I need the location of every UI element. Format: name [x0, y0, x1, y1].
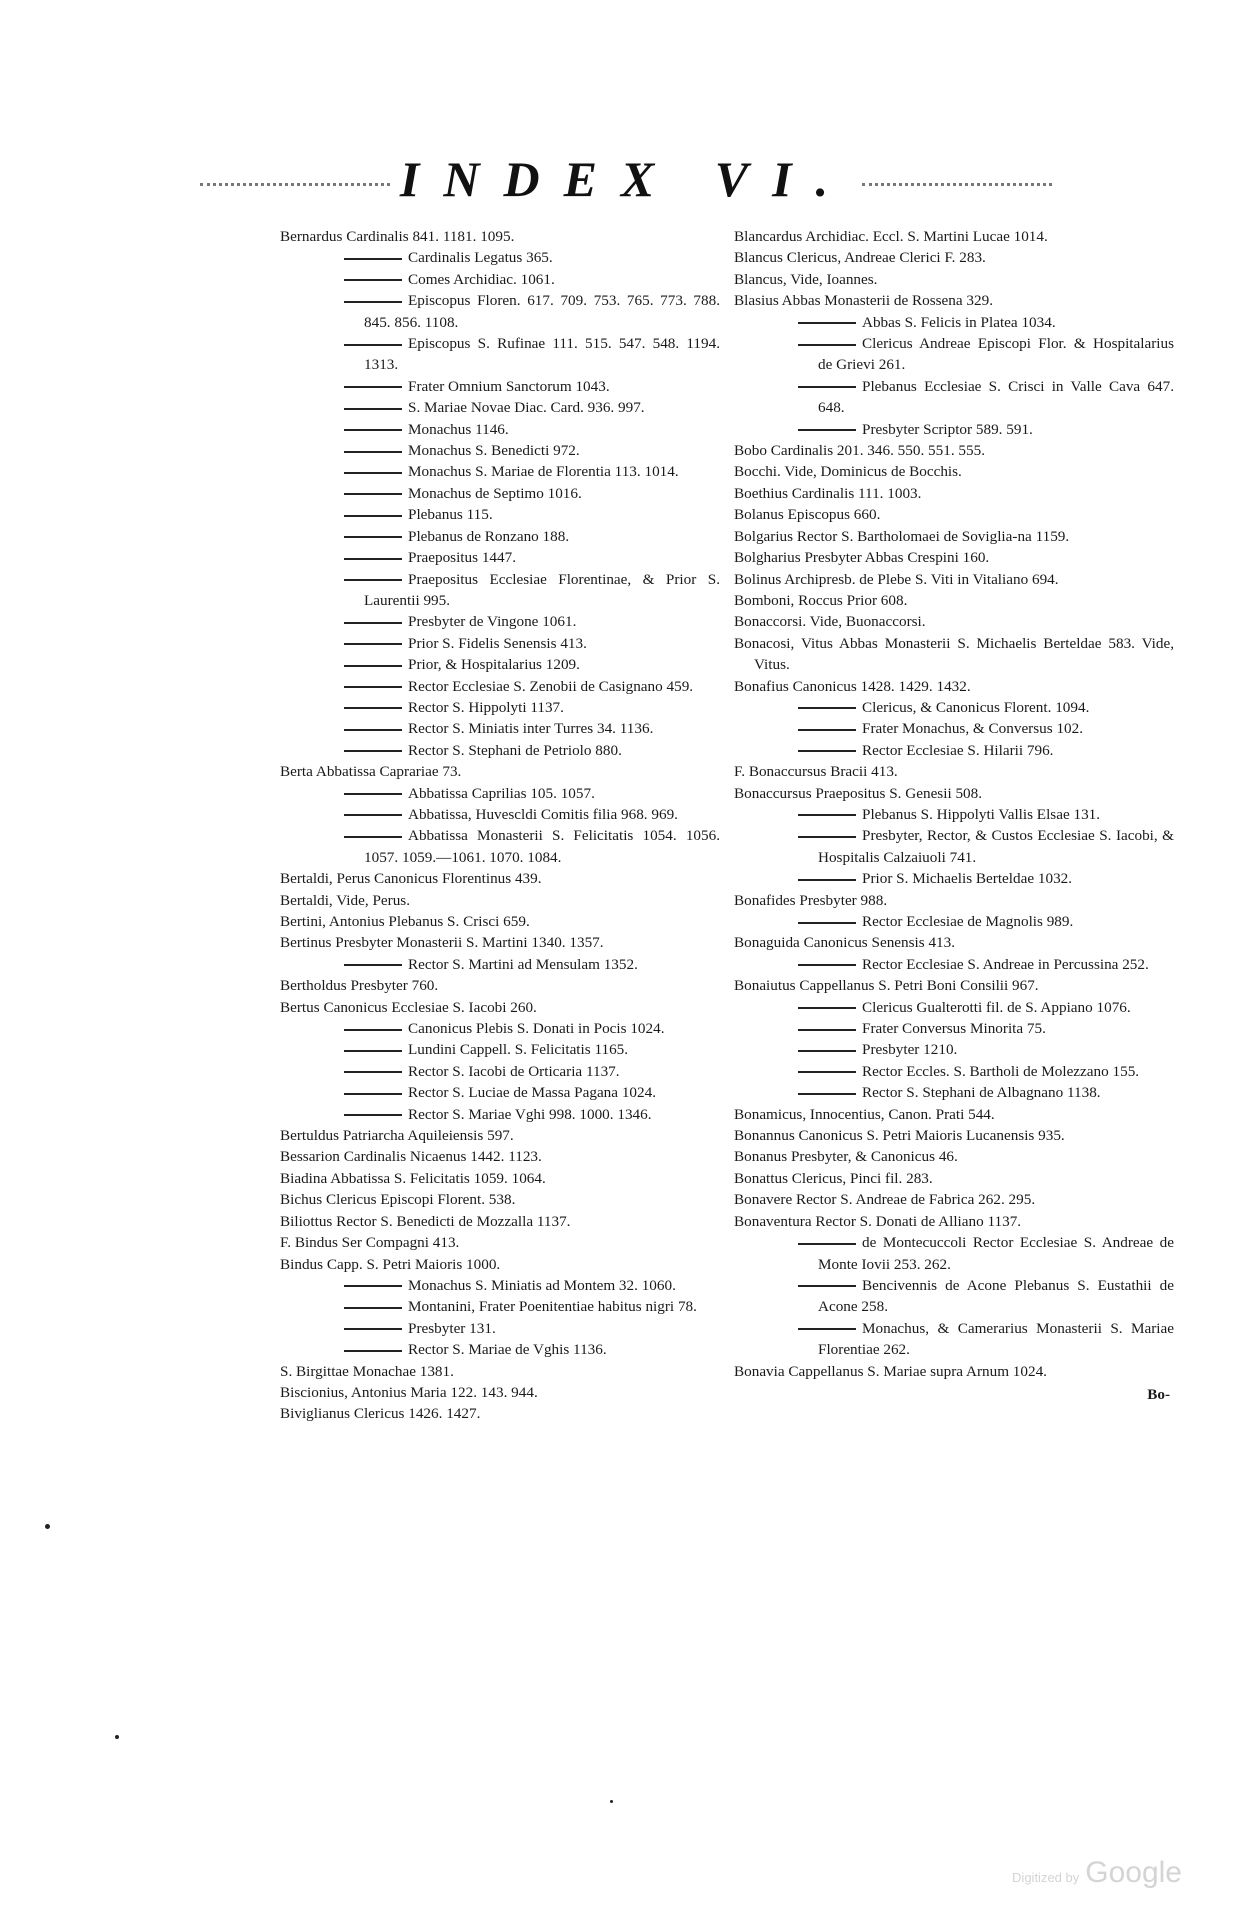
catchword: Bo- — [1147, 1385, 1170, 1403]
index-subentry — [280, 1339, 720, 1360]
index-entry — [734, 633, 1174, 676]
index-entry — [734, 247, 1174, 268]
entry-text: Bolgarius Rector S. Bartholomaei de Soviglia-na 1159. — [734, 527, 1070, 545]
entry-text: Frater Conversus Minorita 75. — [862, 1020, 1046, 1038]
index-entry — [280, 997, 720, 1018]
index-subentry — [280, 654, 720, 675]
digitization-watermark — [1012, 1856, 1182, 1890]
entry-text: Rector S. Stephani de Albagnano 1138. — [862, 1084, 1101, 1102]
entry-text: Bolinus Archipresb. de Plebe S. Viti in Vitaliano 694. — [734, 570, 1059, 588]
index-entry — [734, 1211, 1174, 1232]
entry-text: Presbyter 131. — [408, 1319, 496, 1337]
entry-text: Episcopus S. Rufinae 111. 515. 547. 548. 1194. 1313. — [364, 335, 720, 374]
index-entry — [734, 1125, 1174, 1146]
entry-text: Bonattus Clericus, Pinci fil. 283. — [734, 1169, 933, 1187]
entry-text: Bencivennis de Acone Plebanus S. Eustathii de Acone 258. — [818, 1276, 1174, 1316]
index-subentry — [734, 825, 1174, 868]
repeat-dash — [344, 1328, 402, 1330]
index-entry — [734, 975, 1174, 996]
entry-text: Boethius Cardinalis 111. 1003. — [734, 484, 922, 502]
index-subentry — [280, 461, 720, 482]
index-subentry — [280, 483, 720, 504]
entry-text: Blancardus Archidiac. Eccl. S. Martini Lucae 1014. — [734, 228, 1048, 245]
repeat-dash — [344, 536, 402, 538]
entry-text: Bessarion Cardinalis Nicaenus 1442. 1123. — [280, 1148, 542, 1166]
entry-text: Blasius Abbas Monasterii de Rossena 329. — [734, 292, 994, 310]
index-entry — [734, 569, 1174, 590]
entry-text: Monachus 1146. — [408, 420, 509, 438]
index-subentry — [280, 440, 720, 461]
index-subentry — [280, 718, 720, 739]
entry-text: Bindus Capp. S. Petri Maioris 1000. — [280, 1255, 501, 1273]
index-subentry — [280, 397, 720, 418]
entry-text: Bobo Cardinalis 201. 346. 550. 551. 555. — [734, 442, 986, 460]
entry-text: Bonafius Canonicus 1428. 1429. 1432. — [734, 677, 971, 695]
repeat-dash — [798, 879, 856, 881]
entry-text: de Montecuccoli Rector Ecclesiae S. Andreae de Monte Iovii 253. 262. — [818, 1234, 1174, 1273]
index-entry — [734, 269, 1174, 290]
index-subentry — [280, 290, 720, 333]
entry-text: Presbyter 1210. — [862, 1041, 958, 1059]
entry-text: Clericus, & Canonicus Florent. 1094. — [862, 698, 1090, 716]
index-entry — [280, 911, 720, 932]
repeat-dash — [344, 429, 402, 431]
page-heading — [0, 150, 1252, 208]
repeat-dash — [798, 344, 856, 346]
repeat-dash — [344, 707, 402, 709]
entry-text: Bocchi. Vide, Dominicus de Bocchis. — [734, 463, 962, 481]
repeat-dash — [344, 493, 402, 495]
scan-speck — [45, 1524, 50, 1529]
repeat-dash — [798, 429, 856, 431]
index-entry — [280, 761, 720, 782]
index-entry — [280, 975, 720, 996]
index-subentry — [734, 1039, 1174, 1060]
index-entry — [734, 932, 1174, 953]
entry-text: Clericus Andreae Episcopi Flor. & Hospitalarius de Grievi 261. — [818, 335, 1174, 374]
repeat-dash — [344, 258, 402, 260]
heading-left-rule — [200, 183, 390, 186]
entry-text: Rector S. Mariae de Vghis 1136. — [408, 1341, 607, 1359]
index-subentry — [734, 1318, 1174, 1361]
entry-text: Abbatissa Caprilias 105. 1057. — [408, 784, 595, 802]
entry-text: Rector S. Hippolyti 1137. — [408, 698, 564, 716]
entry-text: Rector S. Iacobi de Orticaria 1137. — [408, 1062, 620, 1080]
entry-text: Plebanus Ecclesiae S. Crisci in Valle Cava 647. 648. — [818, 377, 1174, 417]
index-subentry — [734, 868, 1174, 889]
repeat-dash — [344, 836, 402, 838]
index-subentry — [280, 376, 720, 397]
index-entry — [734, 1189, 1174, 1210]
entry-text: Frater Monachus, & Conversus 102. — [862, 720, 1084, 738]
entry-text: Rector Ecclesiae S. Hilarii 796. — [862, 741, 1054, 759]
entry-text: Bonafides Presbyter 988. — [734, 891, 888, 909]
entry-text: Rector S. Stephani de Petriolo 880. — [408, 741, 622, 759]
repeat-dash — [344, 1350, 402, 1352]
repeat-dash — [344, 643, 402, 645]
index-entry — [734, 504, 1174, 525]
index-subentry — [734, 312, 1174, 333]
entry-text: Abbatissa Monasterii S. Felicitatis 1054. 1056. 1057. 1059.—1061. 1070. 1084. — [364, 827, 720, 866]
index-subentry — [734, 333, 1174, 376]
entry-text: Monachus S. Mariae de Florentia 113. 1014. — [408, 463, 679, 481]
entry-text: Rector S. Mariae Vghi 998. 1000. 1346. — [408, 1105, 652, 1123]
entry-text: Presbyter, Rector, & Custos Ecclesiae S. Iacobi, & Hospitalis Calzaiuoli 741. — [818, 827, 1174, 866]
entry-text: Rector S. Martini ad Mensulam 1352. — [408, 955, 638, 973]
index-column-right — [734, 226, 1174, 1405]
entry-text: Presbyter de Vingone 1061. — [408, 613, 577, 631]
repeat-dash — [798, 1328, 856, 1330]
heading-title: INDEX VI. — [399, 151, 853, 207]
index-entry — [734, 290, 1174, 311]
index-subentry — [280, 783, 720, 804]
index-entry — [280, 226, 720, 247]
entry-text: Rector Ecclesiae S. Zenobii de Casignano 459. — [408, 677, 694, 695]
index-subentry — [280, 269, 720, 290]
index-subentry — [280, 1104, 720, 1125]
entry-text: Cardinalis Legatus 365. — [408, 249, 553, 267]
index-subentry — [280, 825, 720, 868]
index-subentry — [280, 333, 720, 376]
entry-text: Bomboni, Roccus Prior 608. — [734, 591, 908, 609]
entry-text: Bonaccorsi. Vide, Buonaccorsi. — [734, 613, 926, 631]
index-subentry — [734, 1275, 1174, 1318]
index-entry — [280, 1146, 720, 1167]
entry-text: Episcopus Floren. 617. 709. 753. 765. 773. 788. 845. 856. 1108. — [364, 292, 720, 331]
repeat-dash — [344, 579, 402, 581]
entry-text: Biadina Abbatissa S. Felicitatis 1059. 1064. — [280, 1169, 546, 1187]
index-subentry — [280, 697, 720, 718]
repeat-dash — [344, 1093, 402, 1095]
repeat-dash — [798, 386, 856, 388]
repeat-dash — [344, 729, 402, 731]
index-entry — [734, 440, 1174, 461]
repeat-dash — [344, 665, 402, 667]
index-subentry — [734, 740, 1174, 761]
entry-text: Montanini, Frater Poenitentiae habitus nigri 78. — [408, 1298, 697, 1316]
repeat-dash — [344, 814, 402, 816]
index-subentry — [280, 1039, 720, 1060]
entry-text: Prior S. Michaelis Berteldae 1032. — [862, 870, 1073, 888]
index-subentry — [280, 247, 720, 268]
watermark-prefix: Digitized by — [1012, 1870, 1080, 1885]
entry-text: Prior S. Fidelis Senensis 413. — [408, 634, 587, 652]
heading-right-rule — [862, 183, 1052, 186]
repeat-dash — [344, 472, 402, 474]
entry-text: Bertuldus Patriarcha Aquileiensis 597. — [280, 1127, 514, 1145]
index-entry — [734, 1104, 1174, 1125]
repeat-dash — [344, 408, 402, 410]
entry-text: Biliottus Rector S. Benedicti de Mozzalla 1137. — [280, 1212, 571, 1230]
repeat-dash — [344, 1307, 402, 1309]
index-subentry — [734, 804, 1174, 825]
entry-text: Canonicus Plebis S. Donati in Pocis 1024. — [408, 1020, 665, 1038]
entry-text: Bonacosi, Vitus Abbas Monasterii S. Michaelis Berteldae 583. Vide, Vitus. — [734, 634, 1174, 674]
index-entry — [734, 526, 1174, 547]
index-subentry — [734, 697, 1174, 718]
entry-text: S. Birgittae Monachae 1381. — [280, 1362, 454, 1380]
entry-text: Praepositus 1447. — [408, 549, 516, 567]
index-entry — [734, 890, 1174, 911]
entry-text: Monachus S. Benedicti 972. — [408, 442, 580, 460]
watermark-brand: Google — [1085, 1856, 1182, 1889]
repeat-dash — [798, 814, 856, 816]
repeat-dash — [798, 1029, 856, 1031]
entry-text: Bonaguida Canonicus Senensis 413. — [734, 934, 956, 952]
entry-text: Rector S. Miniatis inter Turres 34. 1136. — [408, 720, 654, 738]
repeat-dash — [344, 793, 402, 795]
scan-speck — [115, 1735, 119, 1739]
index-entry — [734, 676, 1174, 697]
repeat-dash — [344, 301, 402, 303]
index-subentry — [280, 1061, 720, 1082]
index-entry — [280, 1168, 720, 1189]
entry-text: Bonaiutus Cappellanus S. Petri Boni Consilii 967. — [734, 977, 1039, 995]
index-subentry — [280, 804, 720, 825]
repeat-dash — [344, 558, 402, 560]
repeat-dash — [798, 1071, 856, 1073]
index-entry — [734, 1168, 1174, 1189]
index-subentry — [734, 997, 1174, 1018]
index-subentry — [734, 954, 1174, 975]
entry-text: Bichus Clericus Episcopi Florent. 538. — [280, 1191, 516, 1209]
index-entry — [734, 611, 1174, 632]
entry-text: Comes Archidiac. 1061. — [408, 270, 555, 288]
entry-text: S. Mariae Novae Diac. Card. 936. 997. — [408, 399, 645, 417]
index-entry — [280, 1403, 720, 1424]
index-entry — [280, 1254, 720, 1275]
index-subentry — [734, 376, 1174, 419]
repeat-dash — [798, 1093, 856, 1095]
scan-speck — [610, 1800, 613, 1803]
index-subentry — [280, 547, 720, 568]
index-entry — [280, 1189, 720, 1210]
index-subentry — [280, 1018, 720, 1039]
repeat-dash — [798, 1285, 856, 1287]
repeat-dash — [344, 1050, 402, 1052]
index-entry — [734, 547, 1174, 568]
repeat-dash — [798, 750, 856, 752]
repeat-dash — [344, 1029, 402, 1031]
entry-text: F. Bonaccursus Bracii 413. — [734, 763, 898, 781]
index-subentry — [280, 1275, 720, 1296]
repeat-dash — [344, 1285, 402, 1287]
repeat-dash — [798, 964, 856, 966]
entry-text: Bertaldi, Perus Canonicus Florentinus 439. — [280, 870, 542, 888]
entry-text: Bertaldi, Vide, Perus. — [280, 891, 410, 909]
index-subentry — [280, 504, 720, 525]
index-entry — [734, 1146, 1174, 1167]
index-entry — [734, 1361, 1174, 1382]
entry-text: Bonannus Canonicus S. Petri Maioris Lucanensis 935. — [734, 1127, 1065, 1145]
index-subentry — [734, 1061, 1174, 1082]
entry-text: Bertini, Antonius Plebanus S. Crisci 659. — [280, 913, 530, 930]
entry-text: Rector S. Luciae de Massa Pagana 1024. — [408, 1084, 656, 1102]
repeat-dash — [798, 1050, 856, 1052]
index-subentry — [280, 740, 720, 761]
repeat-dash — [798, 729, 856, 731]
repeat-dash — [344, 451, 402, 453]
index-subentry — [280, 1318, 720, 1339]
index-entry — [280, 932, 720, 953]
entry-text: Bonamicus, Innocentius, Canon. Prati 544. — [734, 1105, 995, 1123]
index-subentry — [280, 1296, 720, 1317]
index-entry — [734, 761, 1174, 782]
repeat-dash — [344, 386, 402, 388]
entry-text: Lundini Cappell. S. Felicitatis 1165. — [408, 1041, 629, 1059]
entry-text: Plebanus 115. — [408, 506, 493, 524]
index-subentry — [734, 718, 1174, 739]
entry-text: Bertinus Presbyter Monasterii S. Martini 1340. 1357. — [280, 934, 604, 952]
index-entry — [280, 1211, 720, 1232]
entry-text: Clericus Gualterotti fil. de S. Appiano 1076. — [862, 998, 1131, 1016]
entry-text: Plebanus de Ronzano 188. — [408, 527, 570, 545]
repeat-dash — [798, 836, 856, 838]
index-subentry — [734, 1232, 1174, 1275]
entry-text: Abbatissa, Huvescldi Comitis filia 968. 969. — [408, 805, 678, 823]
entry-text: Blancus Clericus, Andreae Clerici F. 283. — [734, 249, 986, 267]
entry-text: Rector Ecclesiae S. Andreae in Percussina 252. — [862, 955, 1149, 973]
entry-text: Monachus de Septimo 1016. — [408, 484, 582, 502]
index-subentry — [280, 1082, 720, 1103]
index-entry — [280, 868, 720, 889]
index-entry — [280, 890, 720, 911]
entry-text: Bonaventura Rector S. Donati de Alliano 1137. — [734, 1212, 1022, 1230]
repeat-dash — [344, 1114, 402, 1116]
repeat-dash — [344, 1071, 402, 1073]
entry-text: Rector Eccles. S. Bartholi de Molezzano 155. — [862, 1062, 1140, 1080]
index-entry — [734, 483, 1174, 504]
repeat-dash — [344, 279, 402, 281]
index-subentry — [280, 526, 720, 547]
index-subentry — [734, 419, 1174, 440]
repeat-dash — [344, 344, 402, 346]
entry-text: Abbas S. Felicis in Platea 1034. — [862, 313, 1056, 331]
entry-text: Bonavia Cappellanus S. Mariae supra Arnum 1024. — [734, 1362, 1047, 1380]
entry-text: Monachus, & Camerarius Monasterii S. Mariae Florentiae 262. — [818, 1319, 1174, 1359]
index-subentry — [280, 633, 720, 654]
repeat-dash — [344, 622, 402, 624]
entry-text: F. Bindus Ser Compagni 413. — [280, 1234, 460, 1252]
index-subentry — [734, 911, 1174, 932]
index-subentry — [280, 954, 720, 975]
entry-text: Berta Abbatissa Caprariae 73. — [280, 763, 462, 781]
entry-text: Frater Omnium Sanctorum 1043. — [408, 377, 610, 395]
entry-text: Blancus, Vide, Ioannes. — [734, 270, 878, 288]
entry-text: Bonaccursus Praepositus S. Genesii 508. — [734, 784, 983, 802]
entry-text: Presbyter Scriptor 589. 591. — [862, 420, 1033, 438]
index-entry — [734, 783, 1174, 804]
repeat-dash — [798, 1007, 856, 1009]
repeat-dash — [798, 1243, 856, 1245]
entry-text: Bertholdus Presbyter 760. — [280, 977, 439, 995]
index-entry — [734, 226, 1174, 247]
index-subentry — [280, 611, 720, 632]
entry-text: Praepositus Ecclesiae Florentinae, & Prior S. Laurentii 995. — [364, 570, 720, 609]
index-entry — [280, 1382, 720, 1403]
entry-text: Bonanus Presbyter, & Canonicus 46. — [734, 1148, 958, 1166]
entry-text: Rector Ecclesiae de Magnolis 989. — [862, 913, 1074, 930]
index-entry — [280, 1232, 720, 1253]
entry-text: Biviglianus Clericus 1426. 1427. — [280, 1405, 481, 1423]
entry-text: Plebanus S. Hippolyti Vallis Elsae 131. — [862, 805, 1101, 823]
index-subentry — [734, 1082, 1174, 1103]
index-entry — [280, 1361, 720, 1382]
entry-text: Bolgharius Presbyter Abbas Crespini 160. — [734, 549, 990, 567]
index-entry — [280, 1125, 720, 1146]
index-subentry — [734, 1018, 1174, 1039]
index-entry — [734, 590, 1174, 611]
entry-text: Biscionius, Antonius Maria 122. 143. 944. — [280, 1383, 538, 1401]
index-subentry — [280, 676, 720, 697]
repeat-dash — [344, 686, 402, 688]
index-entry — [734, 461, 1174, 482]
repeat-dash — [798, 922, 856, 924]
repeat-dash — [344, 964, 402, 966]
entry-text: Monachus S. Miniatis ad Montem 32. 1060. — [408, 1276, 676, 1294]
repeat-dash — [344, 750, 402, 752]
repeat-dash — [798, 707, 856, 709]
index-subentry — [280, 569, 720, 612]
repeat-dash — [344, 515, 402, 517]
entry-text: Bernardus Cardinalis 841. 1181. 1095. — [280, 228, 515, 245]
index-subentry — [280, 419, 720, 440]
repeat-dash — [798, 322, 856, 324]
entry-text: Bolanus Episcopus 660. — [734, 506, 881, 524]
entry-text: Bertus Canonicus Ecclesiae S. Iacobi 260. — [280, 998, 537, 1016]
entry-text: Bonavere Rector S. Andreae de Fabrica 262. 295. — [734, 1191, 1036, 1209]
index-column-left — [280, 226, 720, 1425]
entry-text: Prior, & Hospitalarius 1209. — [408, 656, 580, 674]
